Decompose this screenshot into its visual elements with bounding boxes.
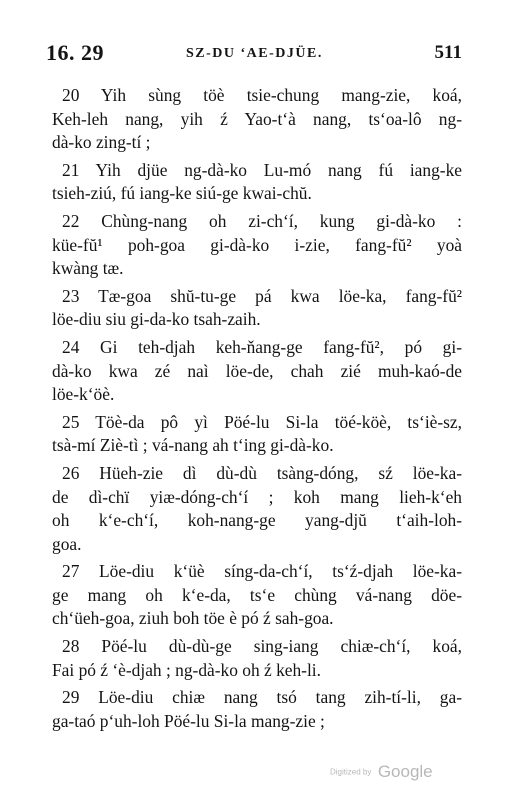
digitized-watermark [330, 762, 433, 782]
verse-line: ge mang oh k‘e-da, ts‘e chùng vá-nang döe- [52, 584, 462, 605]
verse-line: 26 Hüeh-zie dì dù-dù tsàng-dóng, sź löe-ka- [62, 462, 462, 483]
verse-body [52, 84, 462, 737]
verse-line: 21 Yih djüe ng-dà-ko Lu-mó nang fú iang-ke [62, 159, 462, 180]
verse-line: 24 Gi teh-djah keh-ňang-ge fang-fŭ², pó gi- [62, 336, 462, 357]
verse-line: oh k‘e-ch‘í, koh-nang-ge yang-djŭ t‘aih-loh- [52, 510, 462, 531]
verse-23 [52, 285, 462, 332]
verse-line: 20 Yih sùng töè tsie-chung mang-zie, koá, [62, 85, 462, 105]
verse-line: 27 Löe-diu k‘üè síng-da-ch‘í, ts‘ź-djah löe-ka- [62, 561, 462, 582]
verse-line: tsieh-ziú, fú iang-ke siú-ge kwai-chŭ. [52, 183, 312, 204]
verse-26 [52, 462, 462, 556]
verse-24 [52, 336, 462, 407]
verse-line: 29 Löe-diu chiæ nang tsó tang zih-tí-li, ga- [62, 687, 462, 708]
verse-line: dà-ko zing-tí ; [52, 132, 151, 153]
page-header [46, 40, 462, 70]
verse-line: ga-taó p‘uh-loh Pöé-lu Si-la mang-zie ; [52, 710, 325, 731]
page-number: 511 [434, 42, 462, 63]
verse-29 [52, 686, 462, 733]
verse-line: 28 Pöé-lu dù-dù-ge sing-iang chiæ-ch‘í, koá, [62, 636, 462, 657]
verse-line: tsà-mí Ziè-tì ; vá-nang ah t‘ing gi-dà-ko. [52, 435, 334, 456]
verse-line: Keh-leh nang, yih ź Yao-t‘à nang, ts‘oa-lô ng- [52, 108, 462, 129]
watermark-prefix: Digitized by [330, 767, 372, 777]
verse-line: küe-fŭ¹ poh-goa gi-dà-ko i-zie, fang-fŭ² yoà [52, 234, 462, 255]
verse-20 [52, 84, 462, 155]
verse-line: 23 Tæ-goa shŭ-tu-ge pá kwa löe-ka, fang-fŭ² [62, 285, 462, 306]
verse-line: 22 Chùng-nang oh zi-ch‘í, kung gi-dà-ko : [62, 210, 462, 231]
verse-22 [52, 210, 462, 281]
verse-25 [52, 411, 462, 458]
running-title: SZ-DU ‘AE-DJÜE. [186, 46, 323, 61]
verse-line: dà-ko kwa zé naì löe-de, chah zié muh-kaó-de [52, 360, 462, 381]
verse-line: 25 Töè-da pô yì Pöé-lu Si-la töé-köè, ts‘iè-sz, [62, 411, 462, 432]
verse-line: ch‘üeh-goa, ziuh boh töe è pó ź sah-goa. [52, 608, 334, 629]
verse-line: de dì-chï yiæ-dóng-ch‘í ; koh mang lieh-k‘eh [52, 486, 462, 507]
verse-line: kwàng tæ. [52, 258, 124, 279]
verse-line: löe-k‘öè. [52, 384, 115, 405]
verse-line: goa. [52, 533, 82, 554]
google-logo: Google [377, 762, 433, 781]
chapter-verse-ref: 16. 29 [46, 40, 104, 65]
verse-line: Fai pó ź ‘è-djah ; ng-dà-ko oh ź keh-li. [52, 659, 321, 680]
verse-21 [52, 159, 462, 206]
verse-line: löe-diu siu gi-da-ko tsah-zaih. [52, 309, 261, 330]
verse-28 [52, 635, 462, 682]
verse-27 [52, 560, 462, 631]
